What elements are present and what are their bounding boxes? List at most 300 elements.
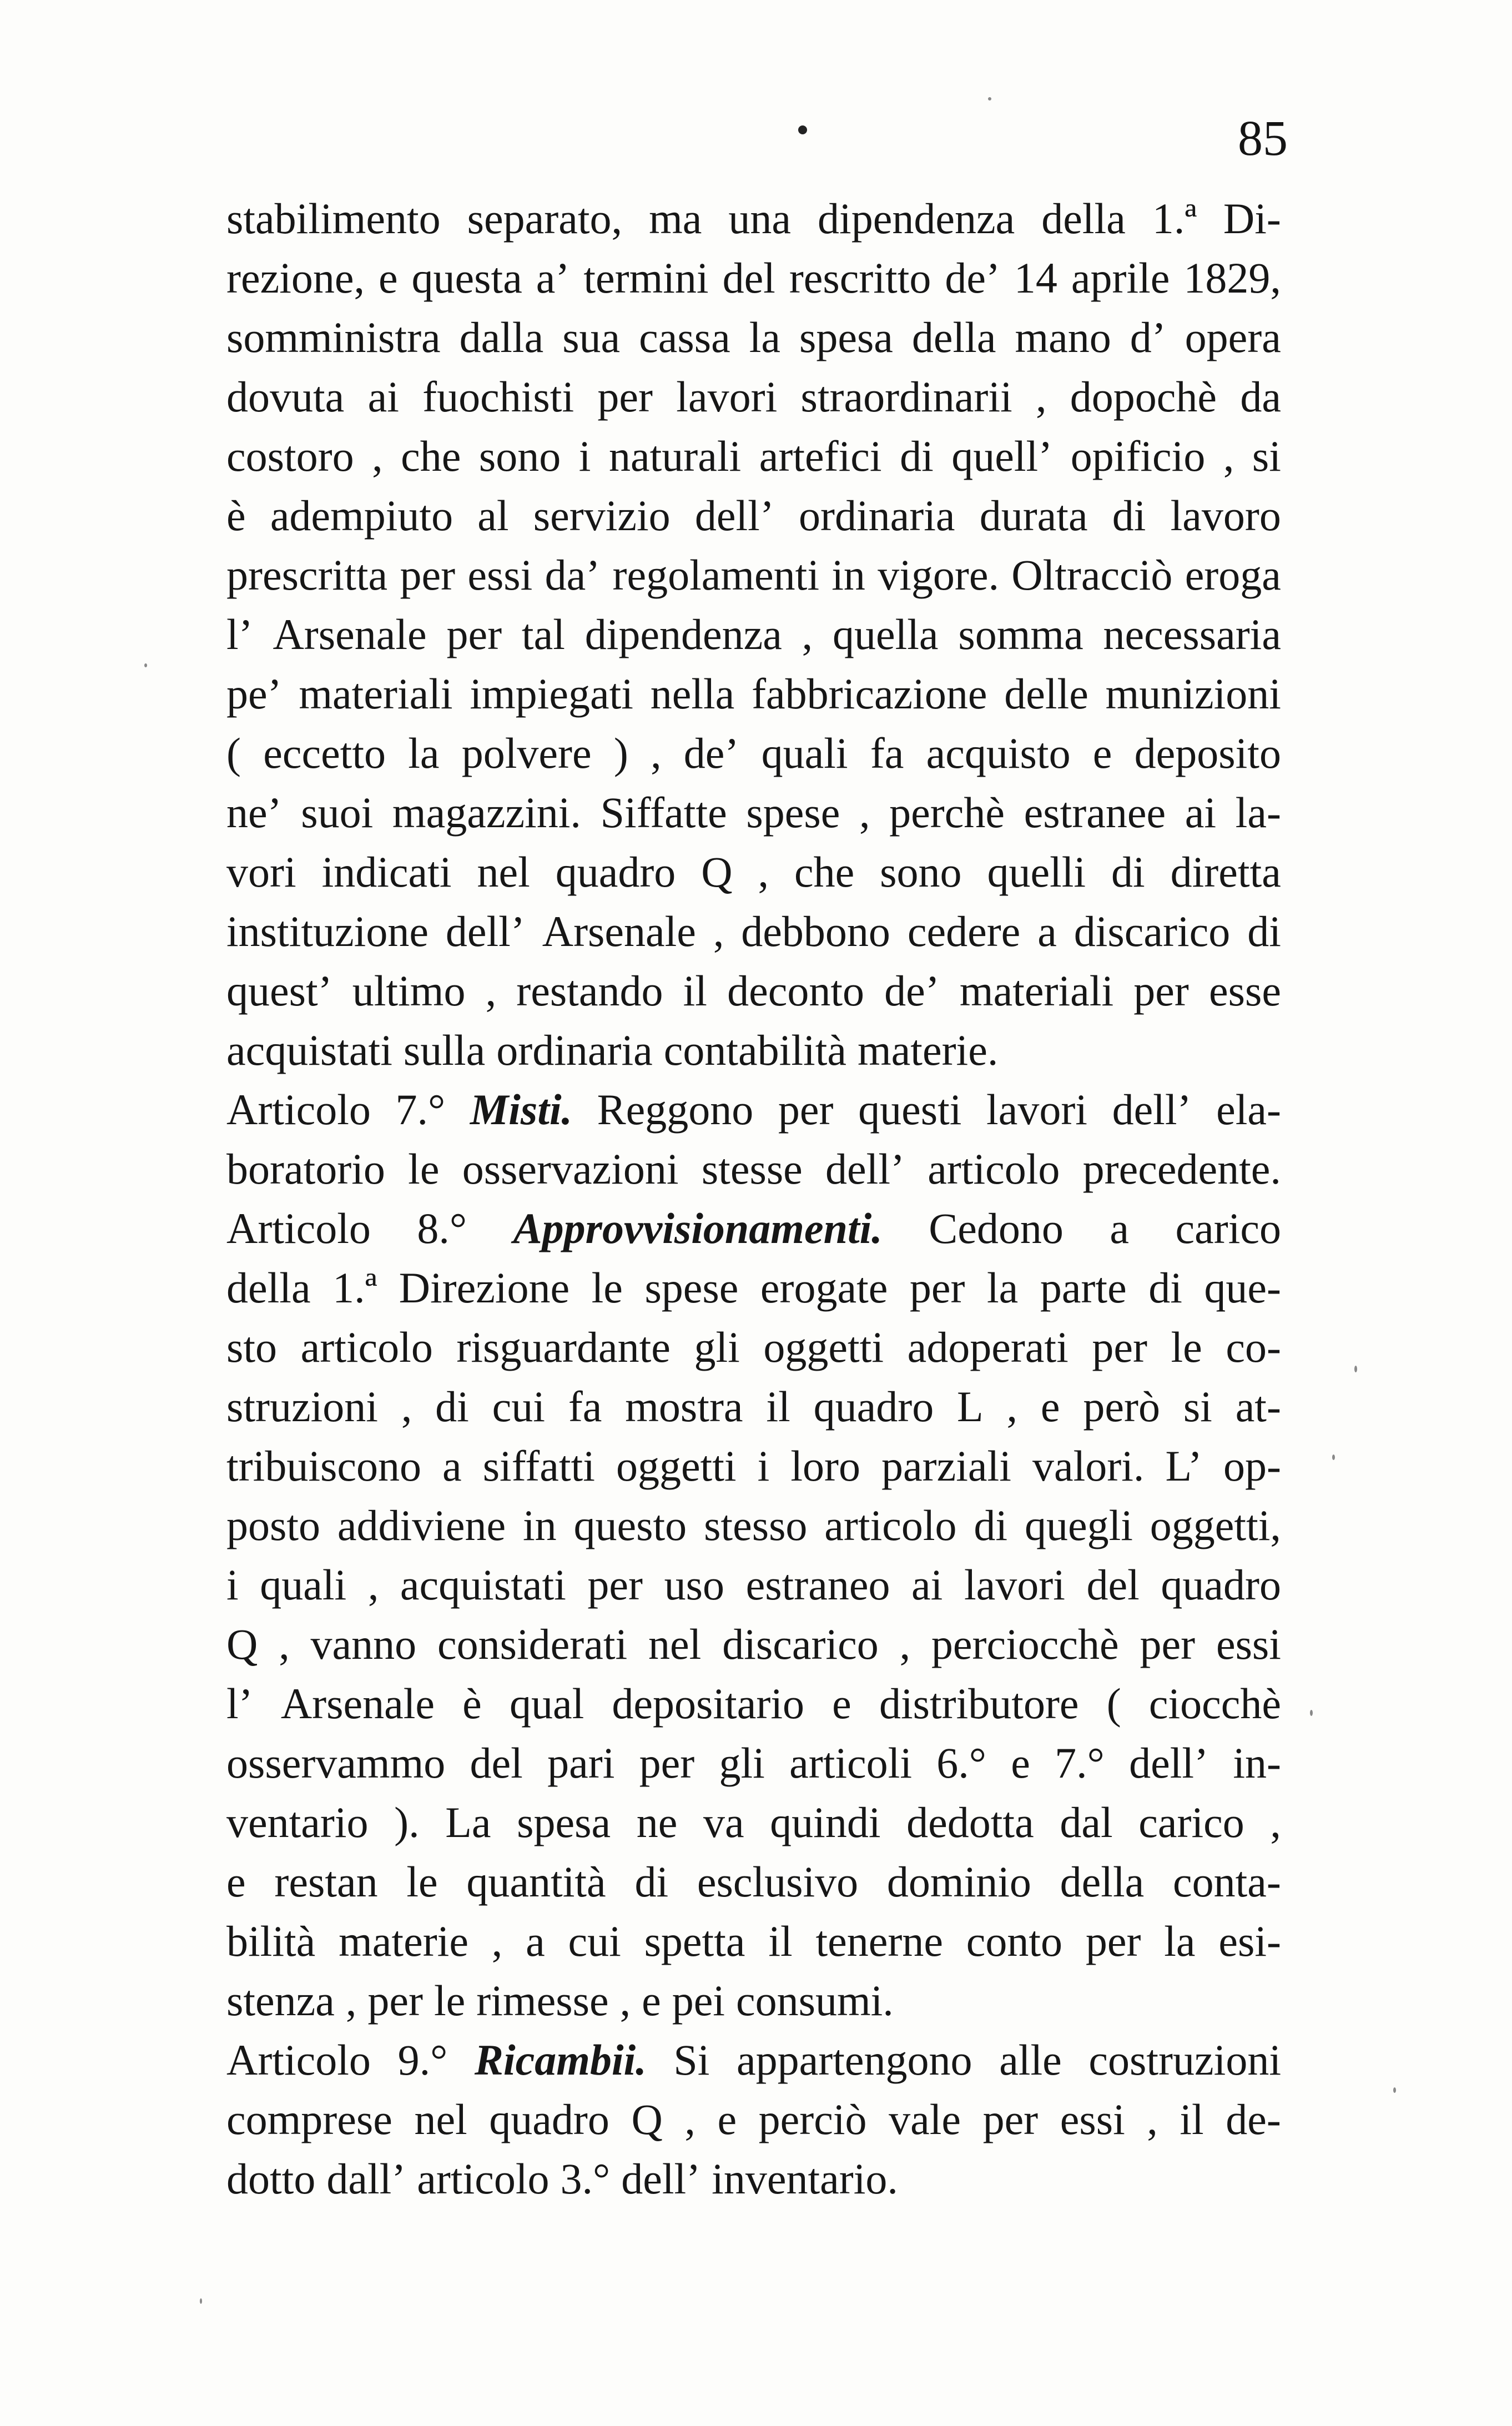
text-line xyxy=(226,486,1281,545)
word: sono xyxy=(478,432,561,480)
text-line xyxy=(226,189,1281,248)
word: diretta xyxy=(1170,848,1281,896)
word: eccetto xyxy=(263,729,386,777)
word: articolo xyxy=(824,1501,957,1549)
word: questi xyxy=(858,1085,962,1134)
word: dedotta xyxy=(906,1798,1034,1846)
word: La xyxy=(445,1798,491,1846)
word: di xyxy=(974,1501,1008,1549)
word: servizio xyxy=(533,491,671,540)
word: della xyxy=(1041,194,1126,243)
word: parte xyxy=(1040,1264,1127,1312)
word: opificio xyxy=(1070,432,1206,480)
word: e xyxy=(1011,1739,1030,1787)
word: consumi. xyxy=(735,1976,894,2025)
word: Siffatte xyxy=(600,788,727,837)
word: le xyxy=(591,1264,623,1312)
word: impiegati xyxy=(470,670,633,718)
word: Arsenale xyxy=(273,610,427,658)
word: estranee xyxy=(1024,788,1166,837)
word: da’ xyxy=(545,551,601,599)
word: nel xyxy=(477,848,530,896)
text-line xyxy=(226,1793,1281,1852)
word: Ricambii. xyxy=(474,2036,647,2084)
word: vori xyxy=(226,848,296,896)
word: articolo xyxy=(417,2155,550,2203)
text-line xyxy=(226,1199,1281,1258)
word: instituzione xyxy=(226,907,429,955)
word: dipendenza xyxy=(584,610,782,658)
word: loro xyxy=(790,1442,860,1490)
word: Arsenale xyxy=(280,1679,435,1728)
word: bilità xyxy=(226,1917,316,1965)
text-line xyxy=(226,1139,1281,1199)
text-line xyxy=(226,367,1281,426)
word: , xyxy=(1006,1382,1018,1431)
word: lavoro xyxy=(1170,491,1281,540)
word: , xyxy=(345,1976,357,2025)
paper-speck xyxy=(1354,1366,1357,1372)
word: al xyxy=(477,491,509,540)
word: stenza xyxy=(226,1976,335,2025)
word: ai xyxy=(1185,788,1217,837)
word: de- xyxy=(1226,2095,1281,2143)
word: debbono xyxy=(741,907,890,955)
word: per xyxy=(446,610,502,658)
word: Q xyxy=(226,1620,258,1668)
word: co- xyxy=(1226,1323,1281,1371)
word: la xyxy=(987,1264,1019,1312)
text-line xyxy=(226,723,1281,783)
word: comprese xyxy=(226,2095,392,2143)
word: struzioni xyxy=(226,1382,378,1431)
print-mark xyxy=(798,125,807,134)
text-line xyxy=(226,1496,1281,1555)
word: da xyxy=(1240,373,1281,421)
word: naturali xyxy=(608,432,742,480)
word: si xyxy=(1252,432,1281,480)
text-line xyxy=(226,1971,1281,2030)
word: mano xyxy=(1015,313,1111,361)
text-line xyxy=(226,1436,1281,1496)
text-line xyxy=(226,308,1281,367)
word: dalla xyxy=(459,313,544,361)
word: que- xyxy=(1204,1264,1281,1312)
word: per xyxy=(1092,1323,1147,1371)
word: , xyxy=(279,1620,290,1668)
word: del xyxy=(722,254,775,302)
word: oggetti xyxy=(763,1323,884,1371)
word: tribuiscono xyxy=(226,1442,421,1490)
word: necessaria xyxy=(1103,610,1281,658)
word: ) xyxy=(613,729,628,777)
word: ordinaria xyxy=(798,491,955,540)
word: sono xyxy=(880,848,962,896)
word: adempiuto xyxy=(270,491,453,540)
word: per xyxy=(778,1085,834,1134)
word: sua xyxy=(562,313,621,361)
word: estraneo xyxy=(745,1561,890,1609)
text-line xyxy=(226,1258,1281,1317)
word: 14 xyxy=(1014,254,1057,302)
word: dell’ xyxy=(825,1145,905,1193)
word: è xyxy=(226,491,246,540)
word: cui xyxy=(568,1917,621,1965)
word: restan xyxy=(274,1858,378,1906)
word: rescritto xyxy=(789,254,931,302)
word: L xyxy=(957,1382,984,1431)
paper-speck xyxy=(1332,1454,1335,1460)
word: discarico xyxy=(1073,907,1231,955)
word: che xyxy=(794,848,855,896)
text-line xyxy=(226,1080,1281,1139)
word: delle xyxy=(1004,670,1088,718)
word: 7.° xyxy=(395,1085,446,1134)
word: parziali xyxy=(881,1442,1011,1490)
word: esi- xyxy=(1218,1917,1281,1965)
word: vigore. xyxy=(878,551,999,599)
word: 1.ª xyxy=(332,1264,377,1312)
word: pari xyxy=(547,1739,615,1787)
word: per xyxy=(597,373,653,421)
word: pe’ xyxy=(226,670,282,718)
word: per xyxy=(400,551,456,599)
word: in xyxy=(831,551,865,599)
paper-speck xyxy=(988,97,991,100)
word: e xyxy=(832,1679,851,1728)
word: Cedono xyxy=(929,1204,1064,1252)
word: , xyxy=(491,1917,503,1965)
text-line xyxy=(226,1733,1281,1793)
word: osservazioni xyxy=(462,1145,679,1193)
word: Misti. xyxy=(470,1085,573,1134)
word: dell’ xyxy=(694,491,774,540)
text-line xyxy=(226,1614,1281,1674)
word: a xyxy=(442,1442,462,1490)
word: essi xyxy=(1216,1620,1281,1668)
word: aprile xyxy=(1071,254,1170,302)
word: acquistati xyxy=(226,1026,392,1074)
word: e xyxy=(642,1976,661,2025)
word: della xyxy=(1060,1858,1145,1906)
text-line xyxy=(226,1674,1281,1733)
word: Di- xyxy=(1223,194,1281,243)
word: Oltracciò xyxy=(1011,551,1173,599)
word: op- xyxy=(1223,1442,1281,1490)
word: a xyxy=(1110,1204,1130,1252)
word: e xyxy=(378,254,398,302)
word: fa xyxy=(568,1382,602,1431)
word: cedere xyxy=(907,907,1021,955)
word: a’ xyxy=(536,254,570,302)
word: essi xyxy=(1060,2095,1125,2143)
word: appartengono xyxy=(737,2036,972,2084)
text-line xyxy=(226,1317,1281,1377)
word: del xyxy=(1086,1561,1140,1609)
word: dell’ xyxy=(621,2155,701,2203)
word: si xyxy=(1183,1382,1212,1431)
word: una xyxy=(728,194,792,243)
word: essi xyxy=(467,551,533,599)
word: , xyxy=(619,1976,631,2025)
word: eroga xyxy=(1185,551,1281,599)
word: ciocchè xyxy=(1148,1679,1281,1728)
word: e xyxy=(1040,1382,1060,1431)
word: quelli xyxy=(987,848,1086,896)
word: depositario xyxy=(612,1679,804,1728)
word: boratorio xyxy=(226,1145,385,1193)
word: spesa xyxy=(517,1798,611,1846)
word: Q xyxy=(701,848,733,896)
word: suoi xyxy=(301,788,374,837)
word: lavori xyxy=(676,373,778,421)
word: alle xyxy=(999,2036,1062,2084)
word: valori. xyxy=(1032,1442,1145,1490)
text-line xyxy=(226,1377,1281,1436)
word: dell’ xyxy=(1129,1739,1209,1787)
word: vale xyxy=(889,2095,961,2143)
word: spesa xyxy=(799,313,893,361)
word: dal xyxy=(1060,1798,1113,1846)
word: costoro xyxy=(226,432,354,480)
word: di xyxy=(634,1858,669,1906)
word: della xyxy=(226,1264,311,1312)
word: Reggono xyxy=(597,1085,754,1134)
word: 6.° xyxy=(936,1739,986,1787)
word: dell’ xyxy=(445,907,525,955)
word: ela- xyxy=(1216,1085,1281,1134)
word: posto xyxy=(226,1501,321,1549)
word: materie xyxy=(339,1917,468,1965)
word: quadro xyxy=(1161,1561,1281,1609)
word: distributore xyxy=(879,1679,1079,1728)
paper-speck xyxy=(1310,1710,1313,1716)
word: di xyxy=(1247,907,1281,955)
word: , xyxy=(651,729,662,777)
word: Articolo xyxy=(226,1204,371,1252)
word: fa xyxy=(870,729,904,777)
word: erogate xyxy=(760,1264,888,1312)
word: questa xyxy=(411,254,522,302)
word: le xyxy=(1171,1323,1202,1371)
word: risguardante xyxy=(456,1323,671,1371)
paper-speck xyxy=(1393,2087,1396,2093)
word: ultimo xyxy=(352,967,466,1015)
word: questo xyxy=(573,1501,687,1549)
word: di xyxy=(900,432,934,480)
word: esse xyxy=(1209,967,1281,1015)
text-line xyxy=(226,605,1281,664)
word: lavori xyxy=(986,1085,1087,1134)
word: , xyxy=(485,967,497,1015)
word: rezione, xyxy=(226,254,365,302)
word: articolo xyxy=(928,1145,1060,1193)
text-line xyxy=(226,1911,1281,1971)
word: somministra xyxy=(226,313,441,361)
paper-speck xyxy=(144,663,147,667)
word: discarico xyxy=(722,1620,879,1668)
word: pei xyxy=(672,1976,725,2025)
word: Arsenale xyxy=(542,907,696,955)
text-line xyxy=(226,902,1281,961)
word: la- xyxy=(1235,788,1281,837)
word: acquistati xyxy=(400,1561,566,1609)
word: 7.° xyxy=(1055,1739,1105,1787)
word: le xyxy=(408,1145,440,1193)
word: Direzione xyxy=(399,1264,570,1312)
word: articoli xyxy=(789,1739,913,1787)
word: dovuta xyxy=(226,373,345,421)
word: quegli xyxy=(1024,1501,1133,1549)
word: a xyxy=(1037,907,1057,955)
word: deconto xyxy=(727,967,865,1015)
word: , xyxy=(1270,1798,1281,1846)
word: il xyxy=(683,967,707,1015)
word: per xyxy=(639,1739,695,1787)
word: prescritta xyxy=(226,551,388,599)
word: quadro xyxy=(555,848,676,896)
word: rimesse xyxy=(476,1976,609,2025)
word: somma xyxy=(958,610,1083,658)
word: però xyxy=(1083,1382,1160,1431)
word: Articolo xyxy=(226,2036,371,2084)
word: opera xyxy=(1185,313,1281,361)
word: restando xyxy=(516,967,663,1015)
word: , xyxy=(899,1620,911,1668)
word: la xyxy=(408,729,440,777)
word: per xyxy=(1085,1917,1141,1965)
text-line xyxy=(226,961,1281,1020)
word: per xyxy=(982,2095,1039,2143)
word: , xyxy=(758,848,769,896)
word: quell’ xyxy=(951,432,1053,480)
word: che xyxy=(401,432,461,480)
word: ma xyxy=(649,194,702,243)
word: in- xyxy=(1233,1739,1281,1787)
word: ). xyxy=(394,1798,420,1846)
word: precedente. xyxy=(1082,1145,1281,1193)
word: l’ xyxy=(226,610,253,658)
word: di xyxy=(1148,1264,1182,1312)
word: durata xyxy=(979,491,1088,540)
word: quantità xyxy=(466,1858,606,1906)
word: 9.° xyxy=(397,2036,448,2084)
word: gli xyxy=(694,1323,740,1371)
word: di xyxy=(435,1382,469,1431)
word: l’ xyxy=(226,1679,253,1728)
word: lavori xyxy=(964,1561,1065,1609)
word: termini xyxy=(583,254,709,302)
word: munizioni xyxy=(1105,670,1281,718)
word: tenerne xyxy=(815,1917,943,1965)
word: regolamenti xyxy=(612,551,819,599)
word: e xyxy=(226,1858,246,1906)
word: 3.° xyxy=(560,2155,611,2203)
word: i xyxy=(578,432,591,480)
word: sto xyxy=(226,1323,278,1371)
word: dipendenza xyxy=(818,194,1015,243)
page-number: 85 xyxy=(1238,111,1288,166)
word: stabilimento xyxy=(226,194,441,243)
word: quella xyxy=(832,610,939,658)
word: Approvvisionamenti. xyxy=(513,1204,883,1252)
word: osservammo xyxy=(226,1739,446,1787)
word: carico xyxy=(1175,1204,1281,1252)
word: di xyxy=(1111,848,1145,896)
word: 8.° xyxy=(417,1204,467,1252)
word: vanno xyxy=(310,1620,417,1668)
word: i xyxy=(226,1561,239,1609)
word: adoperati xyxy=(907,1323,1069,1371)
word: dotto xyxy=(226,2155,316,2203)
word: esclusivo xyxy=(697,1858,859,1906)
word: 1.ª xyxy=(1152,194,1197,243)
word: stesse xyxy=(701,1145,803,1193)
word: il xyxy=(768,1917,793,1965)
word: oggetti xyxy=(616,1442,737,1490)
word: perchè xyxy=(889,788,1005,837)
word: straordinarii xyxy=(800,373,1012,421)
word: oggetti, xyxy=(1150,1501,1281,1549)
word: ( xyxy=(226,729,241,777)
word: , xyxy=(802,610,813,658)
word: stesso xyxy=(704,1501,808,1549)
word: ( xyxy=(1106,1679,1121,1728)
word: ne xyxy=(636,1798,678,1846)
text-line xyxy=(226,426,1281,486)
word: ordinaria xyxy=(496,1026,653,1074)
word: magazzini. xyxy=(392,788,581,837)
word: indicati xyxy=(321,848,452,896)
word: e xyxy=(717,2095,737,2143)
word: il xyxy=(1180,2095,1204,2143)
word: ai xyxy=(911,1561,943,1609)
word: va xyxy=(703,1798,744,1846)
word: fuochisti xyxy=(422,373,574,421)
word: perciocchè xyxy=(931,1620,1119,1668)
text-line xyxy=(226,1555,1281,1614)
word: della xyxy=(911,313,996,361)
word: il xyxy=(766,1382,790,1431)
word: quadro xyxy=(813,1382,934,1431)
word: per xyxy=(909,1264,965,1312)
word: materie. xyxy=(857,1026,999,1074)
word: , xyxy=(1147,2095,1158,2143)
word: d’ xyxy=(1130,313,1166,361)
word: ai xyxy=(367,373,399,421)
word: e xyxy=(1092,729,1112,777)
word: inventario. xyxy=(712,2155,898,2203)
text-line xyxy=(226,1020,1281,1080)
word: , xyxy=(367,1561,379,1609)
word: nella xyxy=(650,670,735,718)
word: dell’ xyxy=(1112,1085,1192,1134)
word: , xyxy=(401,1382,412,1431)
text-line xyxy=(226,1852,1281,1911)
word: de’ xyxy=(683,729,739,777)
word: costruzioni xyxy=(1088,2036,1281,2084)
word: la xyxy=(1164,1917,1196,1965)
word: le xyxy=(434,1976,466,2025)
word: quest’ xyxy=(226,967,332,1015)
word: ventario xyxy=(226,1798,369,1846)
word: , xyxy=(1223,432,1234,480)
word: quali xyxy=(260,1561,347,1609)
word: separato, xyxy=(467,194,623,243)
word: spese xyxy=(644,1264,739,1312)
word: del xyxy=(470,1739,523,1787)
word: 1829, xyxy=(1183,254,1281,302)
